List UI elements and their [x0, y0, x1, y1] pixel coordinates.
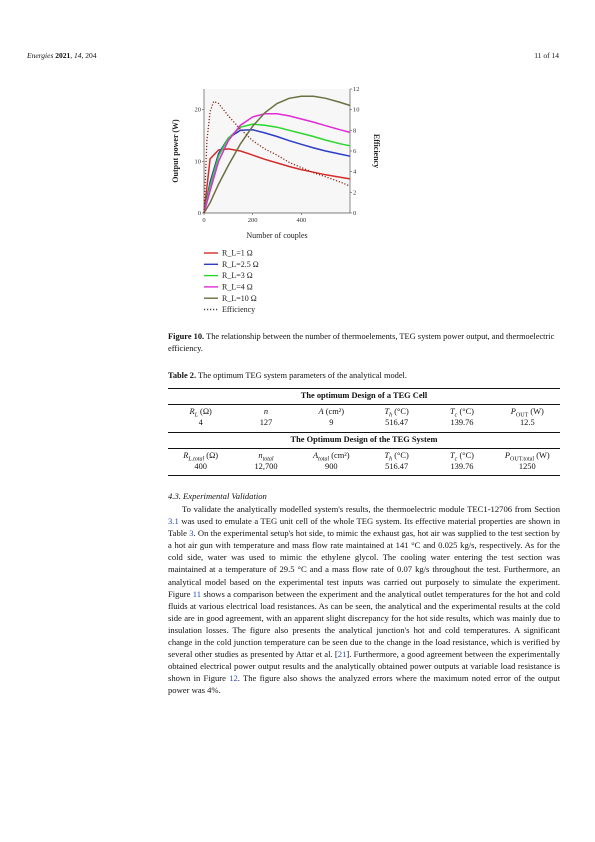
journal-year: 2021 [55, 51, 71, 60]
article-number: 204 [85, 51, 97, 60]
table-cell: 516.47 [385, 418, 409, 427]
table-cell: 4 [198, 418, 203, 427]
y2-axis-label: Efficiency [372, 133, 381, 169]
x-axis-label: Number of couples [246, 231, 308, 240]
table-cell: 1250 [518, 462, 536, 471]
header-subscript: h [389, 412, 393, 419]
power-efficiency-chart [160, 75, 410, 330]
table-cell: 900 [325, 462, 338, 471]
header-subscript: h [389, 456, 393, 463]
figure-label: Figure 10. [168, 332, 205, 341]
header-unit: (cm²) [329, 451, 350, 460]
header-symbol: T [450, 407, 455, 416]
y2-tick-label: 10 [353, 106, 360, 114]
header-symbol: A [318, 407, 324, 416]
header-unit: (cm²) [323, 407, 345, 416]
header-symbol: P [510, 407, 516, 416]
table-top-rule [168, 388, 560, 389]
table-col-header [168, 407, 233, 419]
table-col-header [299, 407, 364, 419]
legend-label: Efficiency [222, 305, 256, 315]
figure-ref-link[interactable]: 11 [192, 588, 202, 599]
table-cell: 139.76 [450, 462, 474, 471]
header-unit: (Ω) [204, 451, 219, 460]
header-symbol: T [450, 451, 455, 460]
header-subscript: c [454, 412, 458, 419]
y2-tick-label: 8 [353, 127, 357, 135]
y-tick-label: 10 [194, 158, 201, 166]
header-unit: (W) [528, 407, 544, 416]
x-tick-label: 200 [247, 217, 258, 224]
legend-label: R_L=1 Ω [222, 248, 253, 258]
y2-tick-label: 6 [353, 148, 357, 155]
table-caption [168, 370, 560, 382]
journal-citation: Energies 2021, 14, 204 [27, 51, 97, 60]
table-cell: 9 [329, 418, 334, 427]
table-rule [168, 404, 560, 405]
journal-volume: 14 [74, 51, 82, 60]
header-unit: (Ω) [197, 407, 212, 416]
header-subscript: total [318, 456, 330, 463]
table-ref-link[interactable]: 3 [189, 528, 194, 539]
table-cell: 516.47 [385, 462, 409, 471]
section-paragraph: To validate the analytically modelled system's results, the thermoelectric module TEC1-12706 from Section 3.1 was used to emulate a TEG unit cell of the whole TEG system. Its effective material properties are shown in Table 3. On the experimental setup's hot side, to mimic the exhaust gas, hot air was supplied to the test section by a hot air gun with temperature and mass flow rate maintained at 141 °C and 0.025 kg/s, respectively. As for the cold side, water was used to mimic the ethylene glycol. The cooling water entering the test section was maintained at a temperature of 29.5 °C and a mass flow rate of 0.07 kg/s throughout the test. Furthermore, an analytical model based on the experimental test inputs was carried out purposely to simulate the experiment. Figure 11 shows a comparison between the experiment and the analytical outlet temperatures for the hot and cold fluids at various electrical load resistances. As can be seen, the analytical and the experimental results at the cold side are in good agreement, with an apparent slight discrepancy for the hot side results, which was mainly due to insulation losses. The figure also presents the analytical junction's hot and cold temperatures. A significant change in the cold junction temperature can be seen due to the change in the load resistance, which is verified by several other studies as presented by Attar et al. [21]. Furthermore, a good agreement between the experimentally obtained electrical power output results and the analytically obtained power outputs at variable load resistance is shown in Figure 12. The figure also shows the analyzed errors where the maximum noted error of the output power was 4%. [168, 504, 560, 696]
table-col-header [168, 451, 233, 463]
table-col-header [299, 451, 364, 463]
table-col-header [364, 451, 429, 463]
table-label: Table 2. [168, 371, 197, 380]
table-section2-value-row [168, 462, 560, 471]
y2-tick-label: 12 [353, 86, 360, 93]
header-subscript: total [262, 456, 274, 463]
table-rule [168, 448, 560, 449]
legend-label: R_L=3 Ω [222, 271, 253, 281]
y2-tick-label: 2 [353, 189, 357, 197]
table-section1-title: The optimum Design of a TEG Cell [300, 391, 428, 400]
section-heading: 4.3. Experimental Validation [168, 491, 267, 501]
figure-caption-text: The relationship between the number of thermoelements, TEG system power output, and thermoelectric efficiency. [168, 332, 555, 354]
table-cell: 139.76 [450, 418, 474, 427]
table-col-header [364, 407, 429, 419]
header-unit: (°C) [392, 407, 409, 416]
header-subscript: OUT [515, 412, 529, 419]
y2-tick-label: 0 [353, 210, 357, 217]
journal-name: Energies [27, 51, 54, 60]
table-section1-header-row [168, 407, 560, 419]
table-section2-header-row [168, 451, 560, 463]
table-col-header [429, 407, 494, 419]
header-unit: (°C) [457, 407, 474, 416]
figure-ref-link[interactable]: 12 [229, 673, 238, 684]
table-col-header [495, 451, 560, 463]
table-cell: 12,700 [254, 462, 278, 471]
header-symbol: T [384, 451, 390, 460]
x-tick-label: 400 [296, 217, 307, 224]
header-unit: (°C) [392, 451, 409, 460]
y-axis-label: Output power (W) [171, 119, 180, 183]
table-caption-text: The optimum TEG system parameters of the analytical model. [198, 371, 407, 380]
table-col-header [233, 407, 298, 419]
header-unit: (°C) [457, 451, 474, 460]
citation-link[interactable]: 21 [337, 649, 347, 660]
header-symbol: R [183, 451, 189, 460]
table-cell: 12.5 [519, 418, 535, 427]
header-symbol: T [384, 407, 390, 416]
header-symbol: n [258, 451, 263, 460]
header-symbol: P [504, 451, 511, 460]
header-symbol: n [263, 407, 269, 416]
table-bottom-rule [168, 475, 560, 476]
table-section2-title: The Optimum Design of the TEG System [290, 435, 438, 444]
header-symbol: A [313, 451, 319, 460]
legend-label: R_L=2.5 Ω [222, 259, 259, 269]
figure-caption [168, 331, 560, 356]
header-symbol: R [189, 407, 195, 416]
table-rule [168, 432, 560, 433]
header-unit: (W) [534, 451, 550, 460]
header-subscript: OUT.total [510, 456, 535, 463]
y2-tick-label: 4 [353, 168, 357, 176]
table-section1-value-row [168, 418, 560, 427]
table-col-header [495, 407, 560, 419]
header-subscript: L.total [188, 456, 205, 463]
page-number: 11 of 14 [534, 51, 559, 60]
legend-label: R_L=10 Ω [222, 293, 257, 303]
table-col-header [429, 451, 494, 463]
table-cell: 127 [259, 418, 273, 427]
y-tick-label: 20 [194, 106, 201, 114]
table-col-header [233, 451, 298, 463]
header-subscript: c [454, 456, 458, 463]
figure-10 [160, 75, 410, 330]
table-cell: 400 [194, 462, 207, 471]
x-tick-label: 0 [202, 217, 206, 224]
legend-label: R_L=4 Ω [222, 282, 253, 292]
y-tick-label: 0 [197, 210, 201, 217]
header-subscript: L [194, 412, 198, 419]
section-ref-link[interactable]: 3.1 [168, 516, 179, 527]
